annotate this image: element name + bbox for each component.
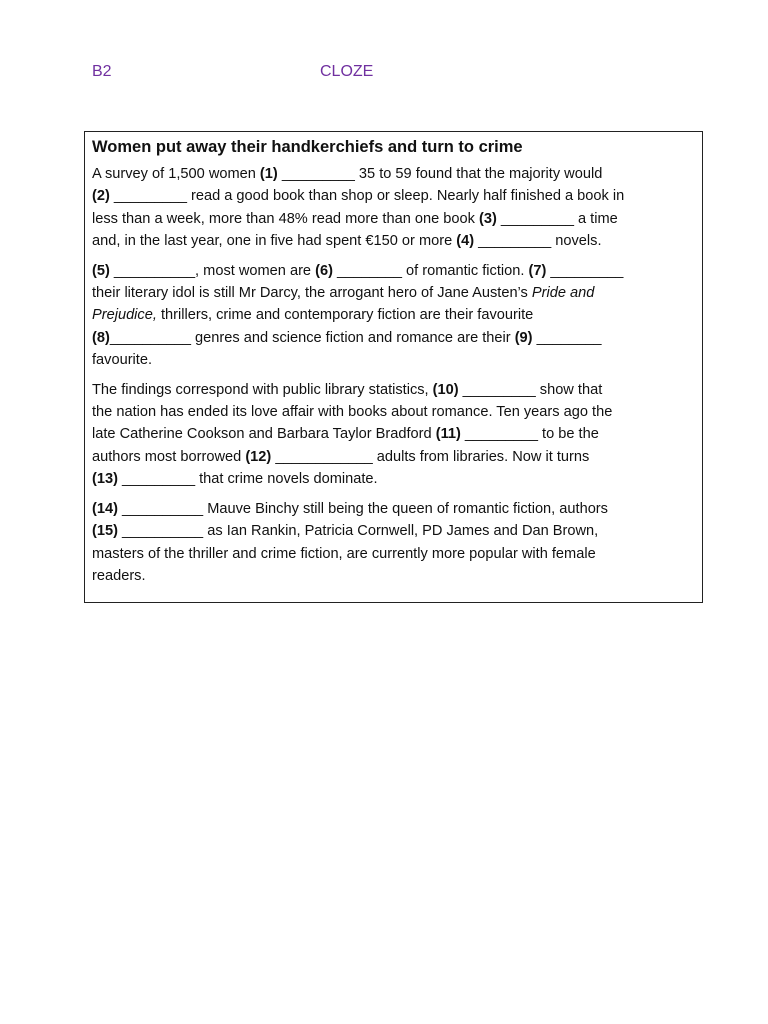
text-line bbox=[92, 185, 696, 207]
text-line bbox=[92, 163, 696, 185]
gap-number: (13) bbox=[92, 471, 118, 488]
book-title-text: Prejudice, bbox=[92, 307, 157, 324]
text-segment: _________ 35 to 59 found that the majority would bbox=[277, 166, 603, 182]
text-line bbox=[92, 327, 696, 349]
text-segment: _________ show that bbox=[458, 381, 603, 398]
text-segment: __________ as Ian Rankin, Patricia Cornwell, PD James and Dan Brown, bbox=[117, 523, 599, 540]
text-line bbox=[92, 423, 696, 445]
text-line bbox=[92, 379, 696, 401]
gap-number: (9) bbox=[514, 329, 533, 346]
text-line bbox=[92, 304, 696, 326]
text-segment: The findings correspond with public library statistics, bbox=[92, 381, 433, 398]
text-line bbox=[92, 498, 696, 520]
text-segment: readers. bbox=[92, 567, 146, 584]
text-line bbox=[92, 349, 696, 371]
gap-number: (6) bbox=[315, 262, 333, 279]
text-line bbox=[92, 208, 696, 230]
gap-number: (2) bbox=[92, 188, 110, 205]
paragraph-1 bbox=[92, 163, 696, 253]
text-line bbox=[92, 260, 696, 282]
text-segment: _________ a time bbox=[496, 210, 618, 227]
gap-number: (12) bbox=[245, 448, 272, 465]
text-segment: _________ bbox=[546, 262, 624, 279]
paragraph-3 bbox=[92, 379, 696, 491]
text-line bbox=[92, 520, 696, 542]
text-segment: thrillers, crime and contemporary fiction are their favourite bbox=[156, 307, 534, 324]
text-line bbox=[92, 230, 696, 252]
text-line bbox=[92, 282, 696, 304]
paragraph-4 bbox=[92, 498, 696, 588]
text-line bbox=[92, 565, 696, 587]
text-line bbox=[92, 446, 696, 468]
text-title: Women put away their handkerchiefs and turn to crime bbox=[92, 138, 523, 156]
cloze-text-box bbox=[84, 131, 703, 603]
text-segment: and, in the last year, one in five had spent €150 or more bbox=[92, 233, 457, 250]
text-segment: authors most borrowed bbox=[92, 448, 246, 465]
gap-number: (4) bbox=[456, 233, 475, 250]
text-segment: their literary idol is still Mr Darcy, the arrogant hero of Jane Austen’s bbox=[92, 285, 532, 302]
text-segment: ________ bbox=[532, 329, 602, 346]
text-line bbox=[92, 543, 696, 565]
text-segment: __________ Mauve Binchy still being the queen of romantic fiction, authors bbox=[117, 500, 608, 517]
gap-number: (8) bbox=[92, 329, 110, 346]
section-label: CLOZE bbox=[320, 63, 374, 80]
text-segment: ________ of romantic fiction. bbox=[332, 262, 529, 279]
text-segment: __________, most women are bbox=[109, 262, 316, 279]
text-segment: favourite. bbox=[92, 352, 153, 369]
text-line bbox=[92, 468, 696, 490]
text-segment: ____________ adults from libraries. Now it turns bbox=[271, 448, 590, 465]
gap-number: (1) bbox=[259, 166, 278, 182]
cloze-paragraphs bbox=[92, 163, 696, 587]
text-segment: less than a week, more than 48% read more than one book bbox=[92, 210, 479, 227]
text-segment: A survey of 1,500 women bbox=[92, 166, 260, 182]
gap-number: (10) bbox=[432, 381, 459, 398]
gap-number: (3) bbox=[478, 210, 497, 227]
gap-number: (14) bbox=[92, 500, 118, 517]
text-segment: _________ novels. bbox=[474, 233, 602, 250]
gap-number: (11) bbox=[435, 426, 461, 443]
text-segment: the nation has ended its love affair with books about romance. Ten years ago the bbox=[92, 404, 613, 421]
text-segment: late Catherine Cookson and Barbara Taylor Bradford bbox=[92, 426, 436, 443]
level-label: B2 bbox=[92, 63, 112, 80]
gap-number: (7) bbox=[528, 262, 547, 279]
page-header bbox=[92, 62, 692, 86]
paragraph-2 bbox=[92, 260, 696, 372]
gap-number: (5) bbox=[92, 262, 110, 279]
gap-number: (15) bbox=[92, 523, 118, 540]
book-title-text: Pride and bbox=[531, 285, 595, 302]
text-line bbox=[92, 401, 696, 423]
text-segment: masters of the thriller and crime fiction, are currently more popular with female bbox=[92, 545, 596, 562]
text-segment: _________ read a good book than shop or sleep. Nearly half finished a book in bbox=[109, 188, 625, 205]
text-segment: _________ that crime novels dominate. bbox=[117, 471, 378, 488]
text-segment: _________ to be the bbox=[460, 426, 599, 443]
text-segment: __________ genres and science fiction and romance are their bbox=[109, 329, 515, 346]
